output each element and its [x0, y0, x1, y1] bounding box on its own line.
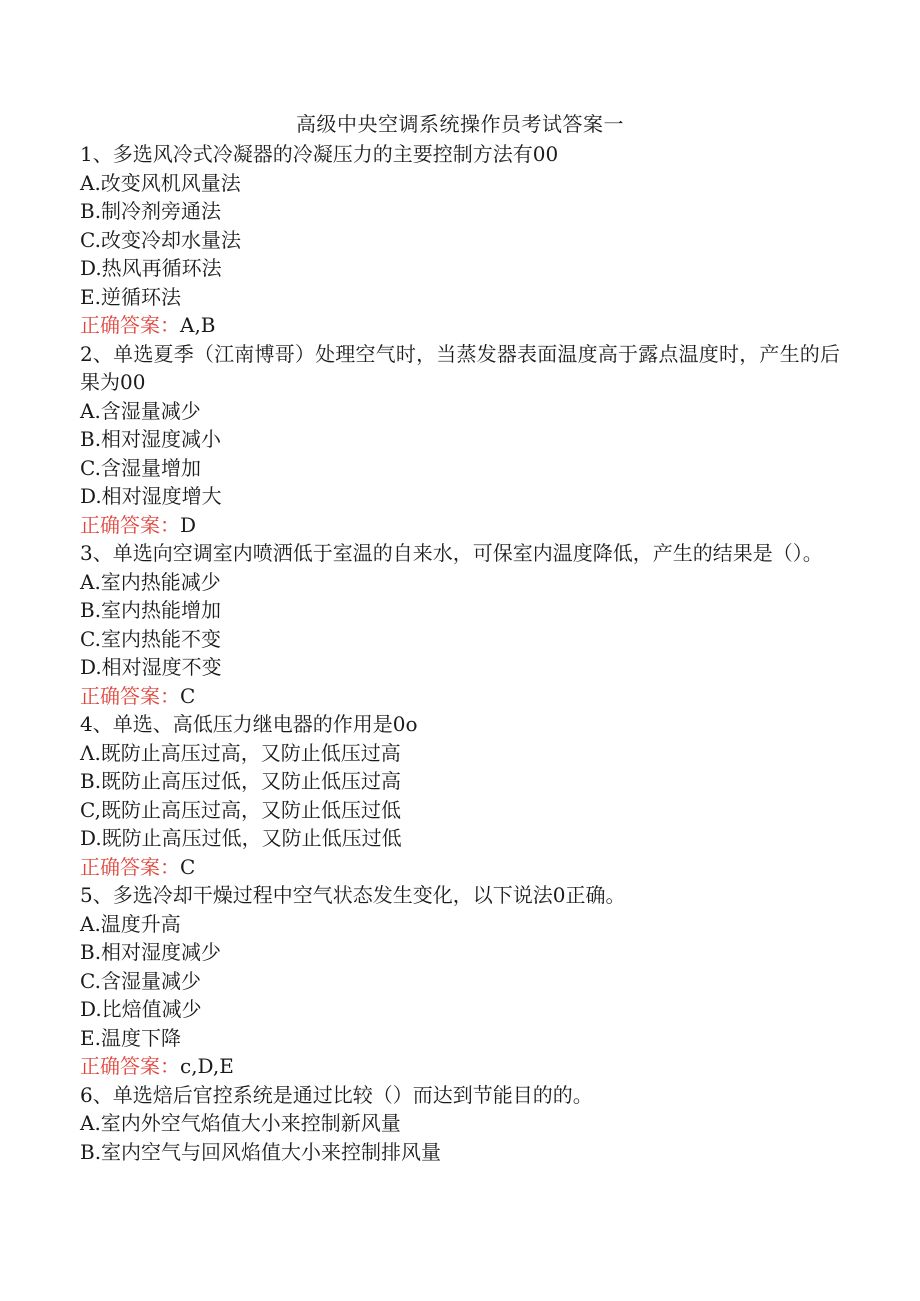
- option-b: B.相对湿度减小: [80, 427, 222, 451]
- option-a: A.改变风机风量法: [80, 170, 241, 195]
- option-c: C.室内热能不变: [80, 626, 221, 651]
- option-list: [80, 568, 840, 682]
- question-1: [80, 140, 840, 340]
- option-d: D.相对湿度增大: [80, 484, 222, 508]
- answer-label: 正确答案：: [80, 683, 180, 708]
- correct-answer: [80, 311, 840, 340]
- option-list: [80, 910, 840, 1053]
- correct-answer: [80, 1052, 840, 1081]
- option-d: D.既防止高压过低，又防止低压过低: [80, 826, 402, 850]
- option-b: B.相对湿度减少: [80, 940, 222, 964]
- option-d: D.相对湿度不变: [80, 655, 222, 679]
- option-a: A.室内外空气焰值大小来控制新风量: [80, 1111, 401, 1135]
- option-b: B.室内热能增加: [80, 598, 222, 622]
- question-stem: 2、单选夏季（江南博哥）处理空气时，当蒸发器表面温度高于露点温度时，产生的后果为00: [80, 341, 840, 394]
- answer-value: C: [180, 854, 196, 879]
- question-6: [80, 1081, 840, 1167]
- option-c: C.含湿量增加: [80, 455, 201, 480]
- option-b: B.室内空气与回风焰值大小来控制排风量: [80, 1139, 442, 1164]
- answer-value: D: [180, 512, 197, 537]
- correct-answer: [80, 853, 840, 882]
- option-c: C.改变冷却水量法: [80, 227, 241, 252]
- question-stem: 3、单选向空调室内喷洒低于室温的自来水，可保室内温度降低，产生的结果是（）。: [80, 541, 823, 565]
- option-list: [80, 169, 840, 312]
- question-stem: 6、单选焙后官控系统是通过比较（）而达到节能目的的。: [80, 1082, 593, 1107]
- correct-answer: [80, 682, 840, 711]
- answer-label: 正确答案：: [80, 1054, 180, 1078]
- option-a: A.温度升高: [80, 911, 181, 936]
- option-list: [80, 739, 840, 853]
- option-c: C.含湿量减少: [80, 968, 201, 993]
- answer-value: A,B: [180, 313, 216, 337]
- answer-label: 正确答案：: [80, 512, 180, 537]
- option-a: A.室内热能减少: [80, 569, 221, 594]
- correct-answer: [80, 511, 840, 540]
- option-b: B.制冷剂旁通法: [80, 199, 222, 223]
- question-2: [80, 340, 840, 540]
- option-d: D.比焙值减少: [80, 997, 202, 1021]
- option-e: E.温度下降: [80, 1025, 181, 1050]
- question-stem: 4、单选、高低压力继电器的作用是0o: [80, 712, 418, 736]
- option-e: E.逆循环法: [80, 284, 181, 309]
- question-stem: 1、多选风冷式冷凝器的冷凝压力的主要控制方法有00: [80, 142, 559, 166]
- question-4: [80, 710, 840, 881]
- answer-value: C: [180, 683, 196, 708]
- option-a: Λ.既防止高压过高，又防止低压过高: [80, 740, 401, 765]
- question-5: [80, 881, 840, 1081]
- option-list: [80, 397, 840, 511]
- document-title: 高级中央空调系统操作员考试答案一: [296, 112, 624, 136]
- option-b: B.既防止高压过低，又防止低压过高: [80, 769, 402, 793]
- question-stem: 5、多选冷却干燥过程中空气状态发生变化，以下说法0正确。: [80, 883, 626, 907]
- option-d: D.热风再循环法: [80, 256, 222, 280]
- option-a: A.含湿量减少: [80, 398, 201, 423]
- answer-label: 正确答案：: [80, 854, 180, 879]
- answer-value: c,D,E: [180, 1054, 234, 1078]
- question-3: [80, 539, 840, 710]
- option-list: [80, 1109, 840, 1166]
- option-c: C,既防止高压过高，又防止低压过低: [80, 797, 401, 822]
- answer-label: 正确答案：: [80, 313, 180, 337]
